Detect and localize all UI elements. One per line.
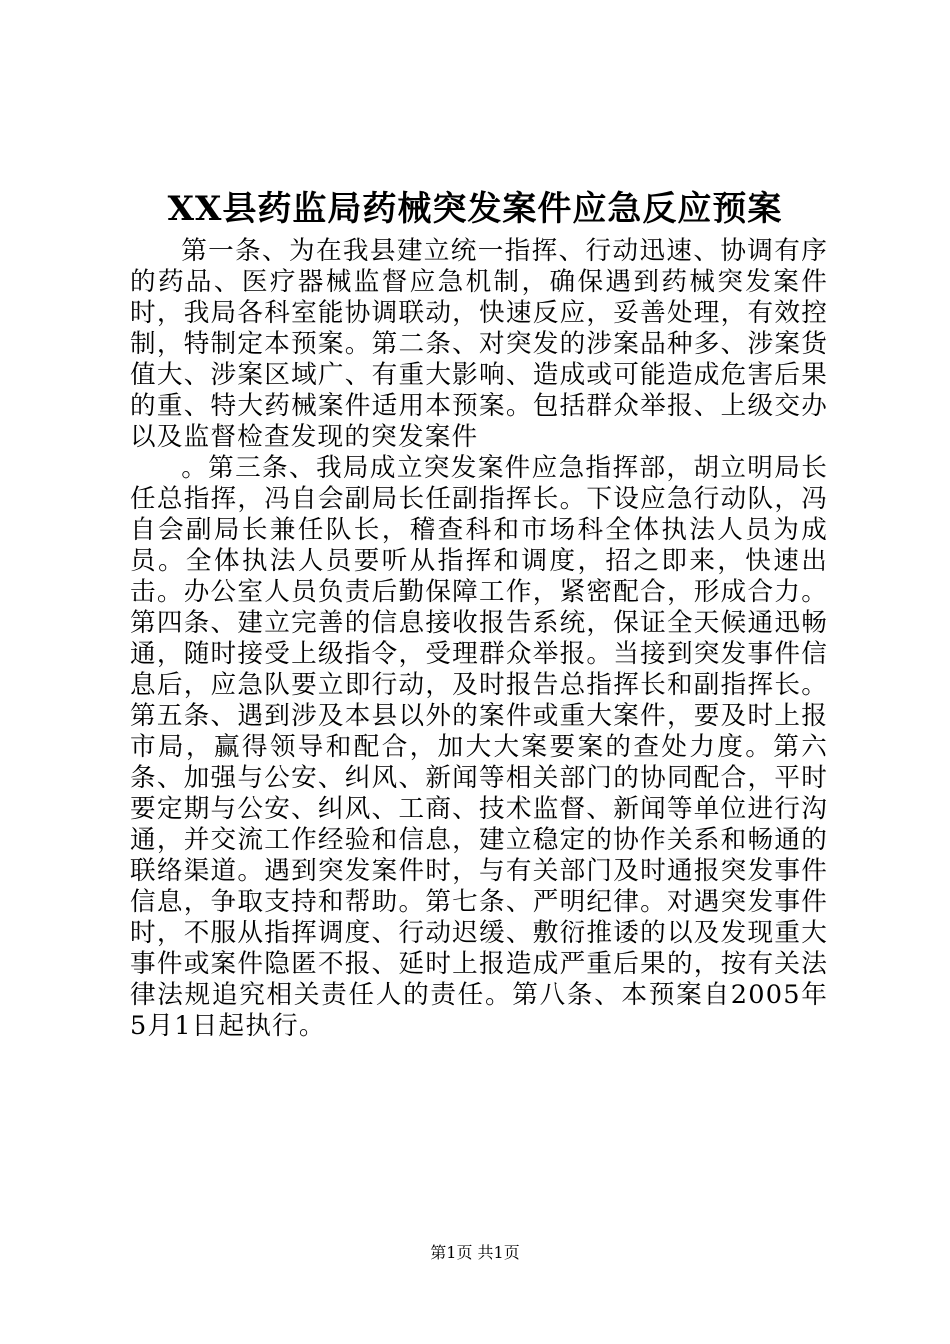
page-footer: 第1页 共1页 bbox=[430, 1243, 520, 1262]
document-title: XX县药监局药械突发案件应急反应预案 bbox=[167, 189, 783, 229]
paragraph-2: 。第三条、我局成立突发案件应急指挥部，胡立明局长任总指挥，冯自会副局长任副指挥长。下设应急行动队，冯自会副局长兼任队长，稽查科和市场科全体执法人员为成员。全体执法人员要听从指挥和调度，招之即来，快速出击。办公室人员负责后勤保障工作，紧密配合，形成合力。第四条、建立完善的信息接收报告系统，保证全天候通迅畅通，随时接受上级指令，受理群众举报。当接到突发事件信息后，应急队要立即行动，及时报告总指挥长和副指挥长。第五条、遇到涉及本县以外的案件或重大案件，要及时上报市局，赢得领导和配合，加大大案要案的查处力度。第六条、加强与公安、纠风、新闻等相关部门的协同配合，平时要定期与公安、纠风、工商、技术监督、新闻等单位进行沟通，并交流工作经验和信息，建立稳定的协作关系和畅通的联络渠道。遇到突发案件时，与有关部门及时通报突发事件信息，争取支持和帮助。第七条、严明纪律。对遇突发事件时，不服从指挥调度、行动迟缓、敷衍推诿的以及发现重大事件或案件隐匿不报、延时上报造成严重后果的，按有关法律法规追究相关责任人的责任。第八条、本预案自2005年5月1日起执行。 bbox=[130, 453, 828, 1041]
document-body bbox=[130, 236, 828, 1042]
paragraph-1: 第一条、为在我县建立统一指挥、行动迅速、协调有序的药品、医疗器械监督应急机制，确保遇到药械突发案件时，我局各科室能协调联动，快速反应，妥善处理，有效控制，特制定本预案。第二条、对突发的涉案品种多、涉案货值大、涉案区域广、有重大影响、造成或可能造成危害后果的重、特大药械案件适用本预案。包括群众举报、上级交办以及监督检查发现的突发案件 bbox=[130, 236, 828, 452]
